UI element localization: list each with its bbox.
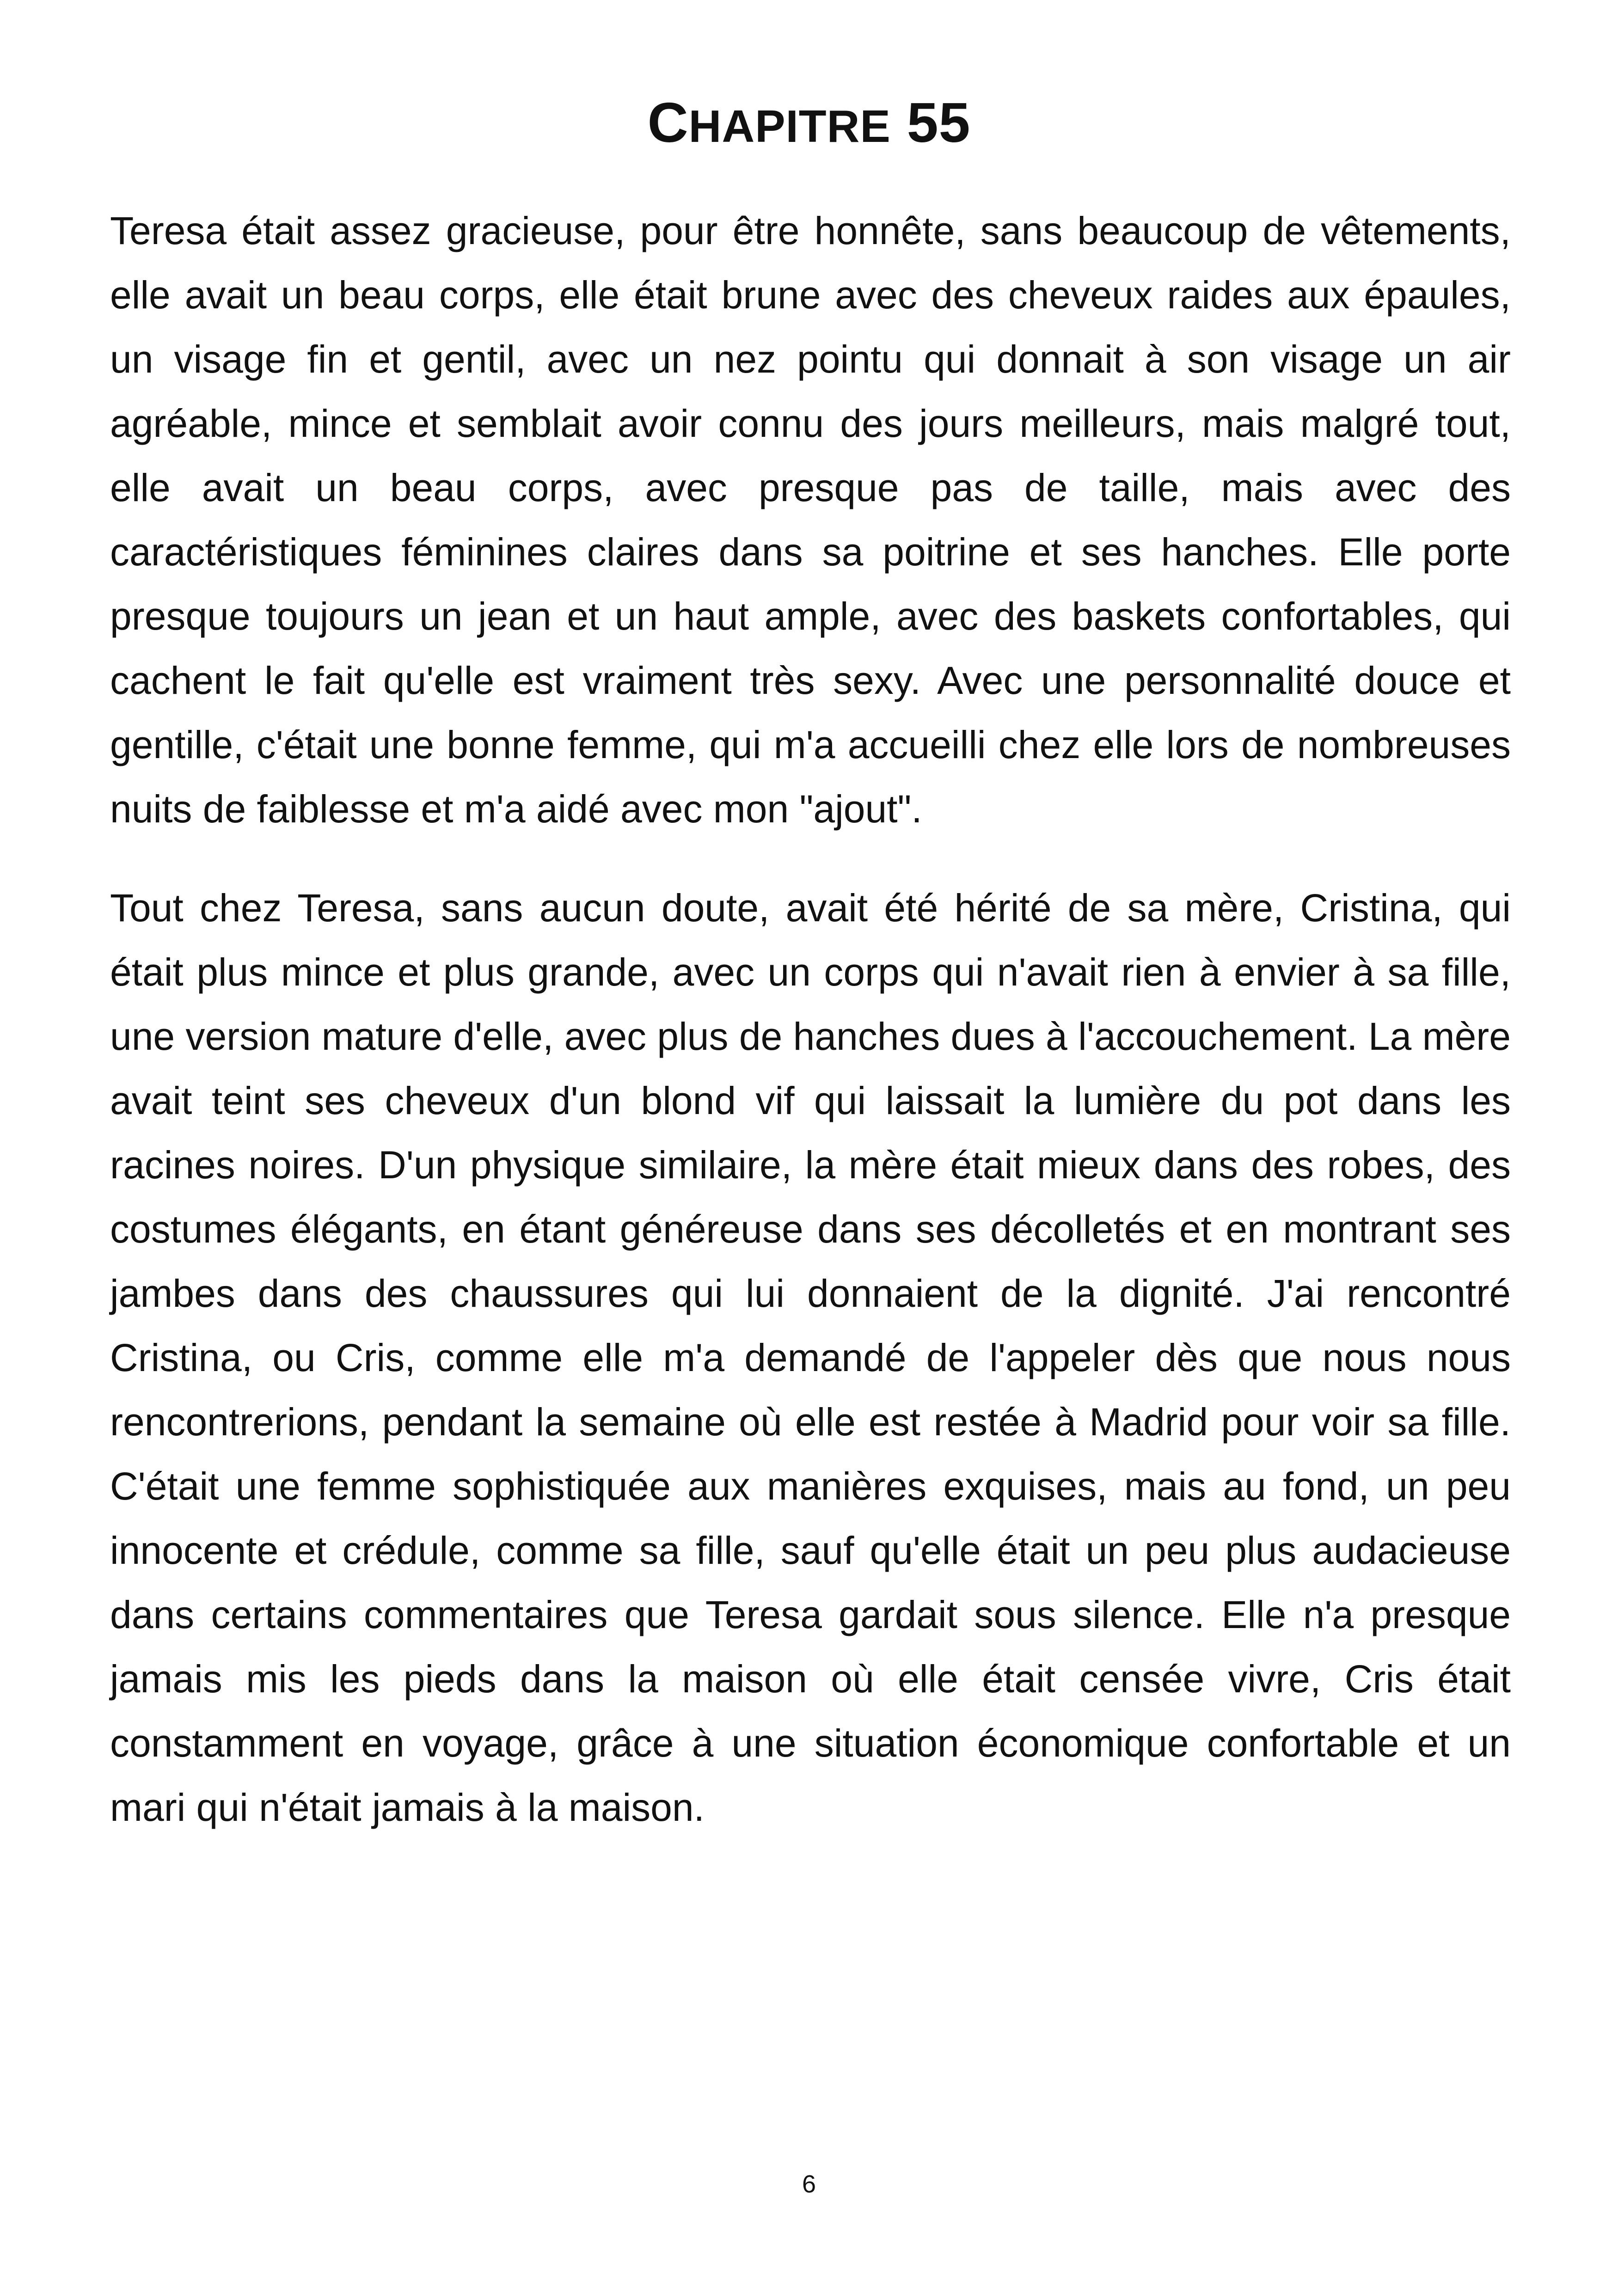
chapter-title-smallcaps: HAPITRE	[688, 101, 891, 152]
chapter-title	[0, 81, 1618, 168]
chapter-number: 55	[907, 91, 971, 154]
body-text	[110, 199, 1511, 1874]
paragraph: Teresa était assez gracieuse, pour être honnête, sans beaucoup de vêtements, elle avait un beau corps, elle était brune avec des cheveux raides aux épaules, un visage fin et gentil, avec un nez pointu qui donnait à son visage un air agréable, mince et semblait avoir connu des jours meilleurs, mais malgré tout, elle avait un beau corps, avec presque pas de taille, mais avec des caractéristiques féminines claires dans sa poitrine et ses hanches. Elle porte presque toujours un jean et un haut ample, avec des baskets confortables, qui cachent le fait qu'elle est vraiment très sexy. Avec une personnalité douce et gentille, c'était une bonne femme, qui m'a accueilli chez elle lors de nombreuses nuits de faiblesse et m'a aidé avec mon "ajout".	[110, 209, 1511, 831]
paragraph: Tout chez Teresa, sans aucun doute, avait été hérité de sa mère, Cristina, qui était plus mince et plus grande, avec un corps qui n'avait rien à envier à sa fille, une version mature d'elle, avec plus de hanches dues à l'accouchement. La mère avait teint ses cheveux d'un blond vif qui laissait la lumière du pot dans les racines noires. D'un physique similaire, la mère était mieux dans des robes, des costumes élégants, en étant généreuse dans ses décolletés et en montrant ses jambes dans des chaussures qui lui donnaient de la dignité. J'ai rencontré Cristina, ou Cris, comme elle m'a demandé de l'appeler dès que nous nous rencontrerions, pendant la semaine où elle est restée à Madrid pour voir sa fille. C'était une femme sophistiquée aux manières exquises, mais au fond, un peu innocente et crédule, comme sa fille, sauf qu'elle était un peu plus audacieuse dans certains commentaires que Teresa gardait sous silence. Elle n'a presque jamais mis les pieds dans la maison où elle était censée vivre, Cris était constamment en voyage, grâce à une situation économique confortable et un mari qui n'était jamais à la maison.	[110, 886, 1511, 1829]
page-number: 6	[802, 2170, 816, 2198]
chapter-title-initial: C	[647, 91, 689, 154]
